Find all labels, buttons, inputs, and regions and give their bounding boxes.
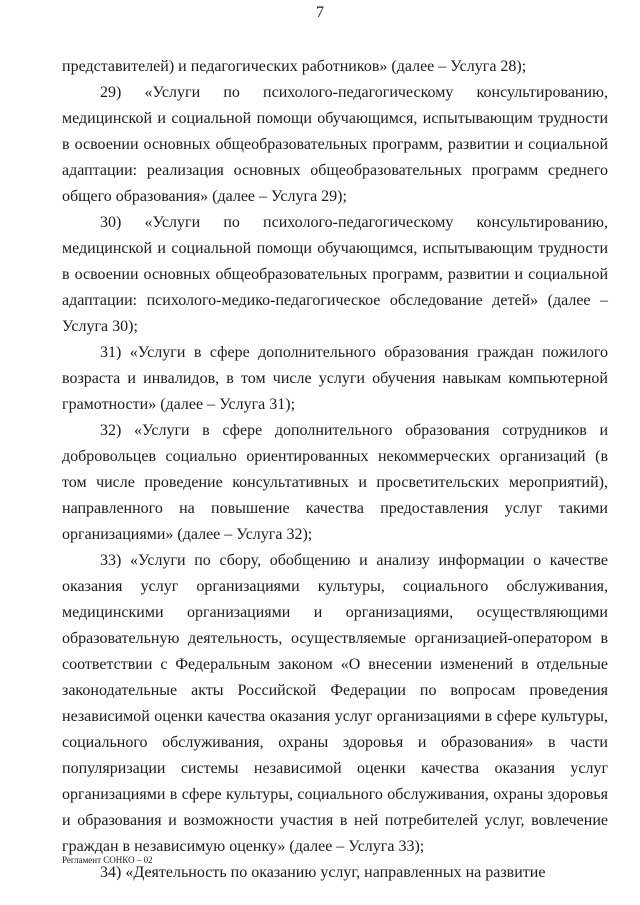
paragraph-item-30: 30) «Услуги по психолого-педагогическому консультированию, медицинской и социальной помощи обучающимся, испытывающим трудности в освоении основных общеобразовательных программ, развитии и социальной адаптации: психолого-медико-педагогическое обследование детей» (далее – Услуга 30); xyxy=(62,214,608,335)
document-body xyxy=(62,54,608,886)
footer-regulation-code: Регламент СОНКО – 02 xyxy=(62,855,153,865)
paragraph-item-29: 29) «Услуги по психолого-педагогическому консультированию, медицинской и социальной помощи обучающимся, испытывающим трудности в освоении основных общеобразовательных программ, развитии и социальной адаптации: реализация основных общеобразовательных программ среднего общего образования» (далее – Услуга 29); xyxy=(62,84,608,205)
paragraph-continuation: представителей) и педагогических работников» (далее – Услуга 28); xyxy=(62,58,527,75)
paragraph-item-33: 33) «Услуги по сбору, обобщению и анализу информации о качестве оказания услуг организациями культуры, социального обслуживания, медицинскими организациями и организациями, осуществляющими образовательную деятельность, осуществляемые организацией-оператором в соответствии с Федеральным законом «О внесении изменений в отдельные законодательные акты Российской Федерации по вопросам проведения независимой оценки качества оказания услуг организациями в сфере культуры, социального обслуживания, охраны здоровья и образования» в части популяризации системы независимой оценки качества оказания услуг организациями в сфере культуры, социального обслуживания, охраны здоровья и образования и возможности участия в ней потребителей услуг, вовлечение граждан в независимую оценку» (далее – Услуга 33); xyxy=(62,552,608,855)
page-number: 7 xyxy=(316,4,324,21)
paragraph-item-32: 32) «Услуги в сфере дополнительного образования сотрудников и добровольцев социально ориентированных некоммерческих организаций (в том числе проведение консультативных и просветительских мероприятий), направленного на повышение качества предоставления услуг такими организациями» (далее – Услуга 32); xyxy=(62,422,608,543)
paragraph-item-31: 31) «Услуги в сфере дополнительного образования граждан пожилого возраста и инвалидов, в том числе услуги обучения навыкам компьютерной грамотности» (далее – Услуга 31); xyxy=(62,344,608,413)
paragraph-item-34: 34) «Деятельность по оказанию услуг, направленных на развитие xyxy=(100,864,546,881)
